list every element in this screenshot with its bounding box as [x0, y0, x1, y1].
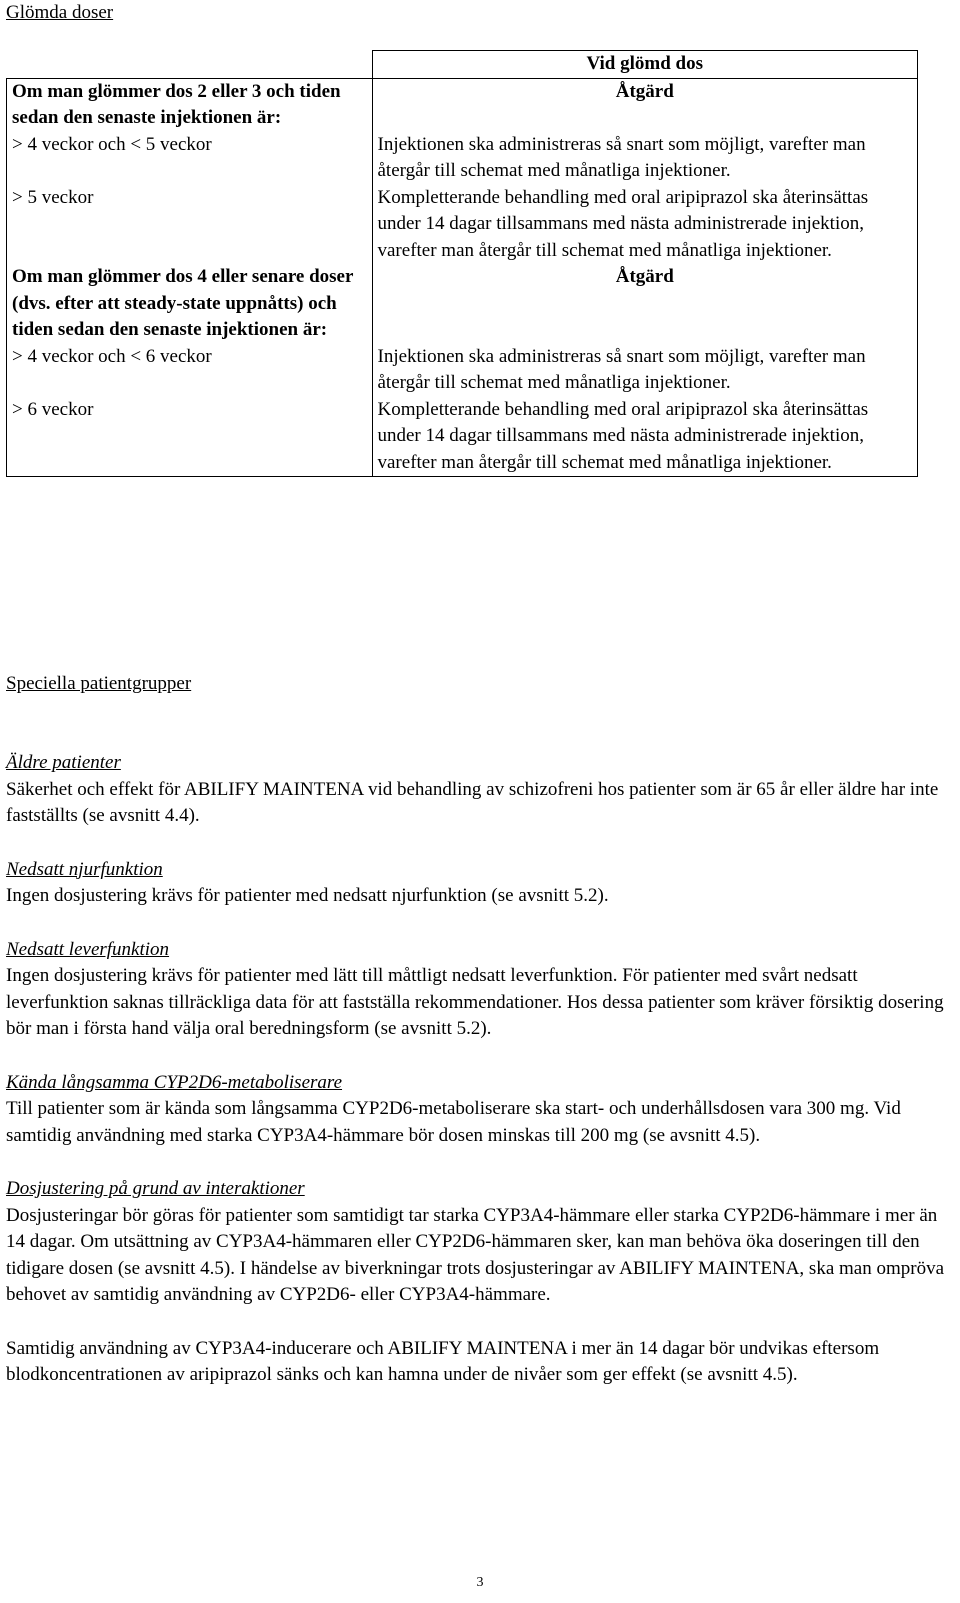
renal-text: Ingen dosjustering krävs för patienter med nedsatt njurfunktion (se avsnitt 5.2).: [6, 885, 609, 906]
elderly-section: [6, 750, 946, 830]
group2-action-header: Åtgärd: [372, 264, 918, 344]
group1-row1-action: Injektionen ska administreras så snart som möjligt, varefter man återgår till schemat med månatliga injektioner.: [372, 132, 918, 185]
interactions-section: [6, 1176, 946, 1309]
elderly-title: Äldre patienter: [6, 752, 121, 773]
page-number: 3: [476, 1575, 484, 1590]
cyp2d6-section: [6, 1070, 946, 1150]
hepatic-section: [6, 937, 946, 1043]
group1-action-header: Åtgärd: [372, 78, 918, 132]
group2-row1-action: Injektionen ska administreras så snart som möjligt, varefter man återgår till schemat med månatliga injektioner.: [372, 344, 918, 397]
group1-condition-header: Om man glömmer dos 2 eller 3 och tiden sedan den senaste injektionen är:: [7, 78, 373, 132]
group2-header-row: [7, 264, 918, 344]
cyp2d6-text: Till patienter som är kända som långsamma CYP2D6-metaboliserare ska start- och underhållsdosen vara 300 mg. Vid samtidig användning med starka CYP3A4-hämmare bör dosen minskas till 200 mg (se avsnitt 4.5).: [6, 1098, 901, 1146]
hepatic-text: Ingen dosjustering krävs för patienter med lätt till måttligt nedsatt leverfunktion. För patienter med svårt nedsatt leverfunktion saknas tillräckliga data för att fastställa rekommendationer. Hos dessa patienter som kräver försiktig dosering bör man i första hand välja oral beredningsform (se avsnitt 5.2).: [6, 965, 944, 1039]
renal-section: [6, 857, 946, 910]
table-row: [7, 132, 918, 185]
group2-condition-header: Om man glömmer dos 4 eller senare doser (dvs. efter att steady-state uppnåtts) och tiden sedan den senaste injektionen är:: [7, 264, 373, 344]
table-title: Vid glömd dos: [372, 51, 918, 79]
special-groups-sections: [6, 750, 946, 1416]
table-title-spacer: [7, 51, 373, 79]
group1-row1-condition: > 4 veckor och < 5 veckor: [7, 132, 373, 185]
group1-header-row: [7, 78, 918, 132]
interactions-text: Dosjusteringar bör göras för patienter som samtidigt tar starka CYP3A4-hämmare eller starka CYP2D6-hämmare i mer än 14 dagar. Om utsättning av CYP3A4-hämmaren eller CYP2D6-hämmaren sker, kan man behöva öka doseringen till den tidigare dosen (se avsnitt 4.5). I händelse av biverkningar trots dosjusteringar av ABILIFY MAINTENA, ska man ompröva behovet av samtidig användning av CYP2D6- eller CYP3A4-hämmare.: [6, 1204, 945, 1305]
hepatic-title: Nedsatt leverfunktion: [6, 938, 170, 960]
table-title-row: [7, 51, 918, 79]
cyp2d6-title: Kända långsamma CYP2D6-metaboliserare: [6, 1071, 343, 1093]
forgotten-dose-table: [6, 50, 918, 477]
group2-row2-action: Kompletterande behandling med oral aripiprazol ska återinsättas under 14 dagar tillsammans med nästa administrerade injektion, varefter man återgår till schemat med månatliga injektioner.: [372, 397, 918, 477]
inducers-text: Samtidig användning av CYP3A4-inducerare och ABILIFY MAINTENA i mer än 14 dagar bör undvikas eftersom blodkoncentrationen av aripiprazol sänks och kan hamna under de nivåer som ger effekt (se avsnitt 4.5).: [6, 1337, 880, 1385]
renal-title: Nedsatt njurfunktion: [6, 858, 163, 880]
group1-row2-action: Kompletterande behandling med oral aripiprazol ska återinsättas under 14 dagar tillsammans med nästa administrerade injektion, varefter man återgår till schemat med månatliga injektioner.: [372, 185, 918, 265]
table-row: [7, 344, 918, 397]
special-groups-heading: Speciella patientgrupper: [6, 673, 192, 694]
group2-row2-condition: > 6 veckor: [7, 397, 373, 477]
inducers-section: [6, 1336, 946, 1389]
forgotten-doses-heading: Glömda doser: [6, 2, 114, 23]
group2-row1-condition: > 4 veckor och < 6 veckor: [7, 344, 373, 397]
interactions-title: Dosjustering på grund av interaktioner: [6, 1178, 305, 1199]
table-row: [7, 185, 918, 265]
group1-row2-condition: > 5 veckor: [7, 185, 373, 265]
elderly-text: Säkerhet och effekt för ABILIFY MAINTENA vid behandling av schizofreni hos patienter som är 65 år eller äldre har inte fastställts (se avsnitt 4.4).: [6, 778, 939, 826]
table-row: [7, 397, 918, 477]
